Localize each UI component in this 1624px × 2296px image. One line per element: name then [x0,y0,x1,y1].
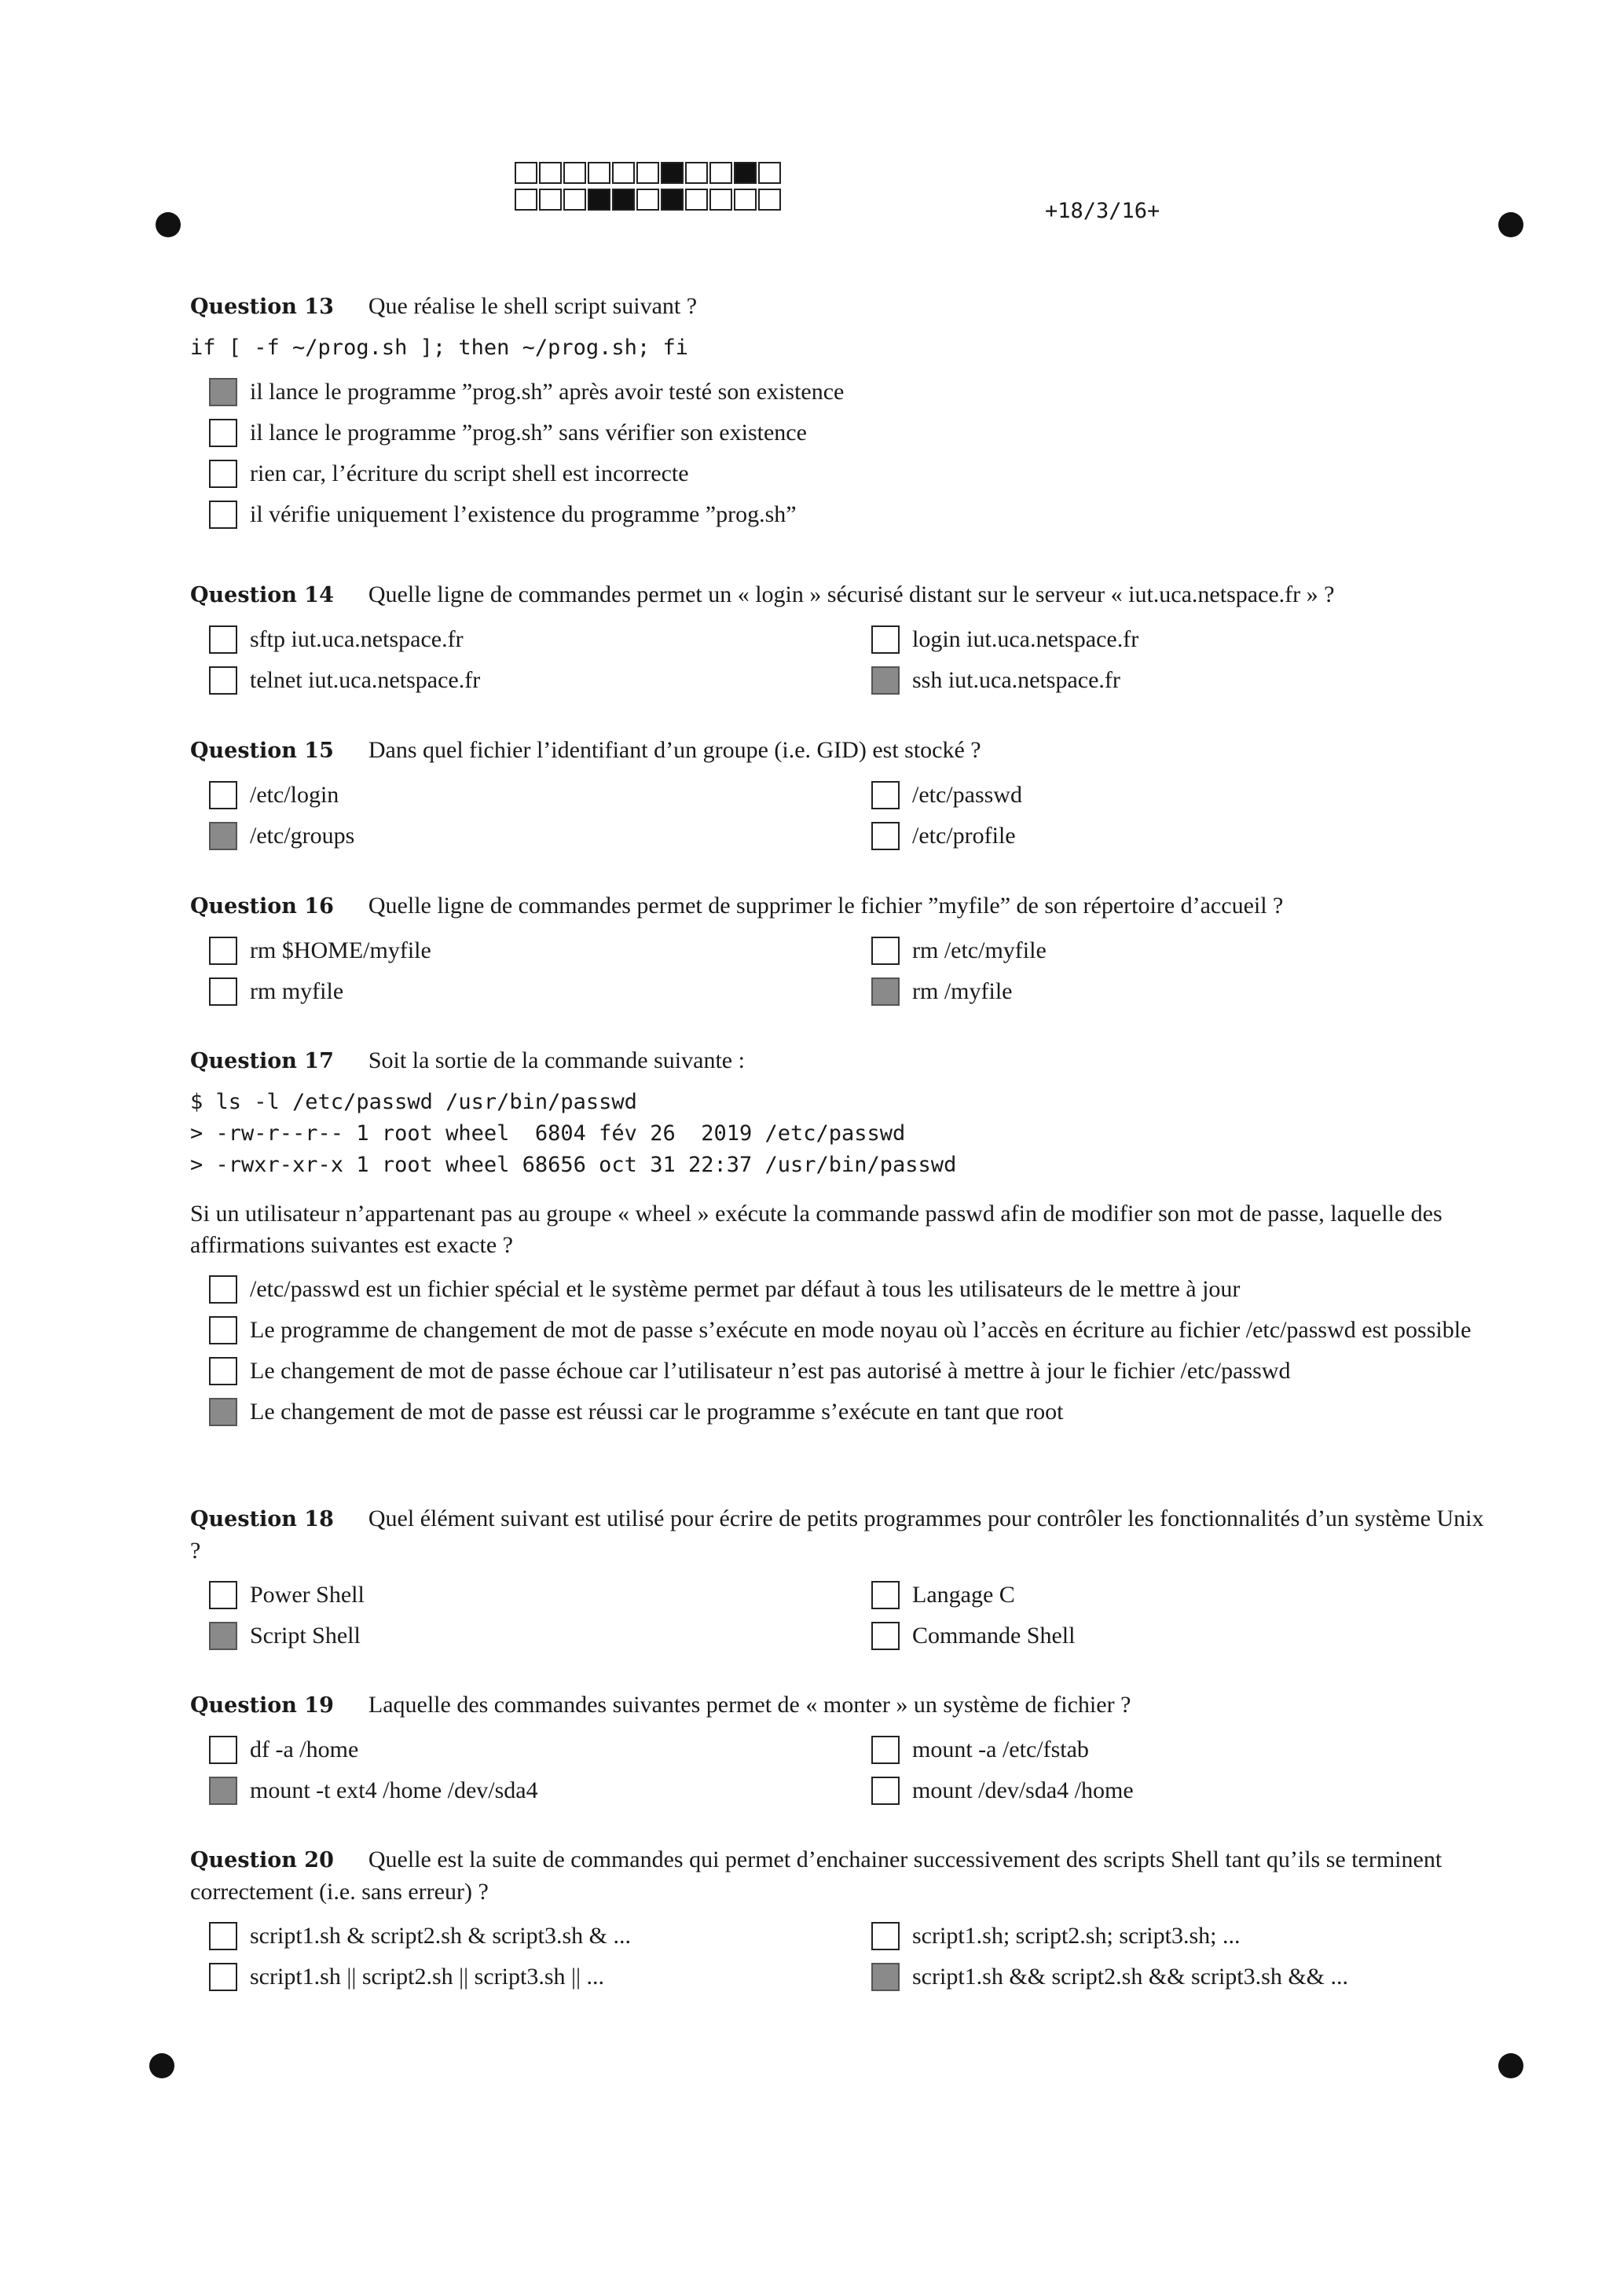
answer-checkbox[interactable] [209,977,237,1006]
answer-label: /etc/login [250,782,339,808]
answer-option[interactable] [190,1733,852,1767]
question-text: Laquelle des commandes suivantes permet de « monter » un système de fichier ? [368,1692,1131,1718]
answer-option[interactable] [852,778,1465,812]
answer-options [190,1733,1487,1808]
answer-label: il lance le programme ”prog.sh” après avoir testé son existence [250,379,845,405]
answer-checkbox[interactable] [209,1622,237,1650]
barcode-row [515,189,783,211]
answer-option[interactable] [852,1773,1465,1808]
answer-label: df -a /home [250,1737,359,1762]
answer-options [190,622,1487,698]
answer-checkbox[interactable] [209,378,237,406]
question-17 [190,1045,1487,1436]
barcode-cell [612,162,635,184]
question-20 [190,1844,1487,1994]
barcode-cell [539,189,562,211]
barcode-cell [563,189,586,211]
answer-checkbox[interactable] [209,1963,237,1991]
answer-option[interactable] [190,622,852,657]
answer-label: telnet iut.uca.netspace.fr [250,667,481,693]
barcode-cell [661,189,684,211]
answer-label: login iut.uca.netspace.fr [912,626,1139,652]
answer-checkbox[interactable] [871,781,900,809]
answer-label: Commande Shell [912,1623,1076,1649]
answer-option[interactable] [852,974,1465,1009]
registration-mark-top-right [1498,212,1523,237]
answer-option[interactable] [190,1960,852,1994]
answer-option[interactable] [190,457,1487,491]
answer-option[interactable] [852,663,1465,698]
question-number: Question 15 [190,739,334,763]
barcode-cell [515,162,537,184]
answer-option[interactable] [852,622,1465,657]
question-number: Question 16 [190,894,334,919]
question-14 [190,579,1487,698]
answer-label: /etc/groups [250,823,355,849]
answer-label: script1.sh; script2.sh; script3.sh; ... [912,1923,1241,1949]
answer-option[interactable] [190,1354,1487,1388]
code-snippet: if [ -f ~/prog.sh ]; then ~/prog.sh; fi [190,336,688,360]
answer-label: il vérifie uniquement l’existence du programme ”prog.sh” [250,501,797,527]
answer-label: script1.sh || script2.sh || script3.sh || ... [250,1964,605,1990]
answer-label: Power Shell [250,1582,365,1608]
answer-option[interactable] [190,933,852,968]
answer-checkbox[interactable] [209,419,237,447]
question-text: Que réalise le shell script suivant ? [368,293,698,319]
answer-options [190,375,1487,532]
answer-label: il lance le programme ”prog.sh” sans vérifier son existence [250,420,807,446]
answer-label: /etc/passwd [912,782,1022,808]
answer-options [190,1919,1487,1994]
barcode-cell [539,162,562,184]
page-id-barcode [515,162,783,215]
barcode-cell [515,189,537,211]
answer-label: rm /etc/myfile [912,937,1047,963]
answer-checkbox[interactable] [871,1963,900,1991]
answer-option[interactable] [190,497,1487,532]
answer-label: /etc/profile [912,823,1016,849]
answer-option[interactable] [852,1919,1465,1953]
answer-options [190,933,1487,1009]
answer-label: mount /dev/sda4 /home [912,1777,1134,1803]
answer-option[interactable] [852,933,1465,968]
answer-checkbox[interactable] [209,1581,237,1609]
question-text: Quelle est la suite de commandes qui permet d’enchainer successivement des scripts Shell tant qu’ils se terminent correctement (i.e. sans erreur) ? [190,1847,1443,1905]
question-text: Soit la sortie de la commande suivante : [368,1047,745,1073]
answer-options [190,1272,1487,1429]
question-13 [190,291,1487,538]
answer-option[interactable] [852,1960,1465,1994]
question-number: Question 13 [190,295,334,319]
answer-option[interactable] [190,974,852,1009]
answer-label: Script Shell [250,1623,361,1649]
question-number: Question 19 [190,1693,334,1718]
registration-mark-bottom-right [1498,2053,1523,2078]
answer-option[interactable] [190,375,1487,409]
answer-checkbox[interactable] [871,937,900,965]
barcode-cell [563,162,586,184]
answer-label: Le changement de mot de passe est réussi car le programme s’exécute en tant que root [250,1399,1064,1425]
question-15 [190,735,1487,853]
barcode-cell [709,162,732,184]
answer-checkbox[interactable] [209,501,237,529]
answer-label: /etc/passwd est un fichier spécial et le système permet par défaut à tous les utilisateurs de le mettre à jour [250,1276,1241,1302]
barcode-cell [612,189,635,211]
answer-option[interactable] [852,1733,1465,1767]
answer-checkbox[interactable] [209,1357,237,1385]
question-text: Dans quel fichier l’identifiant d’un groupe (i.e. GID) est stocké ? [368,737,981,763]
answer-label: ssh iut.uca.netspace.fr [912,667,1120,693]
answer-option[interactable] [852,1578,1465,1612]
barcode-cell [636,162,659,184]
answer-checkbox[interactable] [209,666,237,695]
answer-checkbox[interactable] [871,666,900,695]
answer-label: mount -a /etc/fstab [912,1737,1089,1762]
barcode-cell [758,162,781,184]
answer-label: script1.sh & script2.sh & script3.sh & ... [250,1923,631,1949]
question-number: Question 20 [190,1848,334,1872]
answer-option[interactable] [190,1773,852,1808]
answer-option[interactable] [190,1919,852,1953]
answer-label: mount -t ext4 /home /dev/sda4 [250,1777,538,1803]
barcode-cell [758,189,781,211]
answer-checkbox[interactable] [209,1398,237,1426]
answer-checkbox[interactable] [209,1777,237,1805]
answer-label: Le changement de mot de passe échoue car l’utilisateur n’est pas autorisé à mettre à jour le fichier /etc/passwd [250,1358,1291,1384]
page-id: +18/3/16+ [1045,199,1160,223]
barcode-cell [685,189,708,211]
barcode-cell [709,189,732,211]
barcode-cell [734,189,757,211]
answer-checkbox[interactable] [871,625,900,654]
question-16 [190,890,1487,1009]
answer-checkbox[interactable] [209,1275,237,1304]
question-followup: Si un utilisateur n’appartenant pas au groupe « wheel » exécute la commande passwd afin de modifier son mot de passe, laquelle des affirmations suivantes est exacte ? [190,1201,1443,1258]
question-text: Quelle ligne de commandes permet de supprimer le fichier ”myfile” de son répertoire d’accueil ? [368,893,1284,919]
answer-checkbox[interactable] [871,822,900,850]
answer-option[interactable] [852,1619,1465,1653]
answer-option[interactable] [190,1619,852,1653]
barcode-cell [661,162,684,184]
answer-checkbox[interactable] [209,937,237,965]
answer-option[interactable] [190,1395,1487,1429]
answer-checkbox[interactable] [871,1777,900,1805]
answer-options [190,778,1487,853]
answer-checkbox[interactable] [871,1736,900,1764]
registration-mark-top-left [156,212,181,237]
question-number: Question 14 [190,583,334,607]
answer-option[interactable] [190,1313,1487,1348]
question-19 [190,1689,1487,1808]
barcode-cell [636,189,659,211]
question-number: Question 18 [190,1507,334,1531]
answer-checkbox[interactable] [209,460,237,488]
answer-checkbox[interactable] [871,1622,900,1650]
answer-option[interactable] [190,663,852,698]
answer-checkbox[interactable] [209,1736,237,1764]
answer-label: rm /myfile [912,978,1013,1004]
question-text: Quelle ligne de commandes permet un « login » sécurisé distant sur le serveur « iut.uca.netspace.fr » ? [368,581,1335,607]
barcode-row [515,162,783,184]
answer-label: Le programme de changement de mot de passe s’exécute en mode noyau où l’accès en écriture au fichier /etc/passwd est possible [250,1317,1472,1343]
question-18 [190,1503,1487,1653]
answer-option[interactable] [190,819,852,853]
answer-checkbox[interactable] [871,1922,900,1950]
answer-option[interactable] [852,819,1465,853]
answer-options [190,1578,1487,1653]
answer-checkbox[interactable] [209,781,237,809]
answer-checkbox[interactable] [209,822,237,850]
answer-checkbox[interactable] [209,1922,237,1950]
barcode-cell [588,189,610,211]
answer-option[interactable] [190,1578,852,1612]
answer-option[interactable] [190,416,1487,450]
barcode-cell [588,162,610,184]
answer-checkbox[interactable] [209,625,237,654]
barcode-cell [685,162,708,184]
answer-label: sftp iut.uca.netspace.fr [250,626,464,652]
answer-label: rm myfile [250,978,344,1004]
answer-label: script1.sh && script2.sh && script3.sh && ... [912,1964,1348,1990]
answer-checkbox[interactable] [209,1316,237,1344]
barcode-cell [734,162,757,184]
command-output: $ ls -l /etc/passwd /usr/bin/passwd > -rw-r--r-- 1 root wheel 6804 fév 26 2019 /etc/passwd > -rwxr-xr-x 1 root wheel 68656 oct 31 22:37 /usr/bin/passwd [190,1090,957,1177]
answer-label: rien car, l’écriture du script shell est incorrecte [250,460,689,486]
answer-checkbox[interactable] [871,1581,900,1609]
question-text: Quel élément suivant est utilisé pour écrire de petits programmes pour contrôler les fonctionnalités d’un système Unix ? [190,1506,1484,1564]
question-number: Question 17 [190,1049,334,1073]
answer-option[interactable] [190,1272,1487,1307]
answer-label: rm $HOME/myfile [250,937,431,963]
answer-option[interactable] [190,778,852,812]
answer-checkbox[interactable] [871,977,900,1006]
answer-label: Langage C [912,1582,1015,1608]
registration-mark-bottom-left [149,2053,174,2078]
